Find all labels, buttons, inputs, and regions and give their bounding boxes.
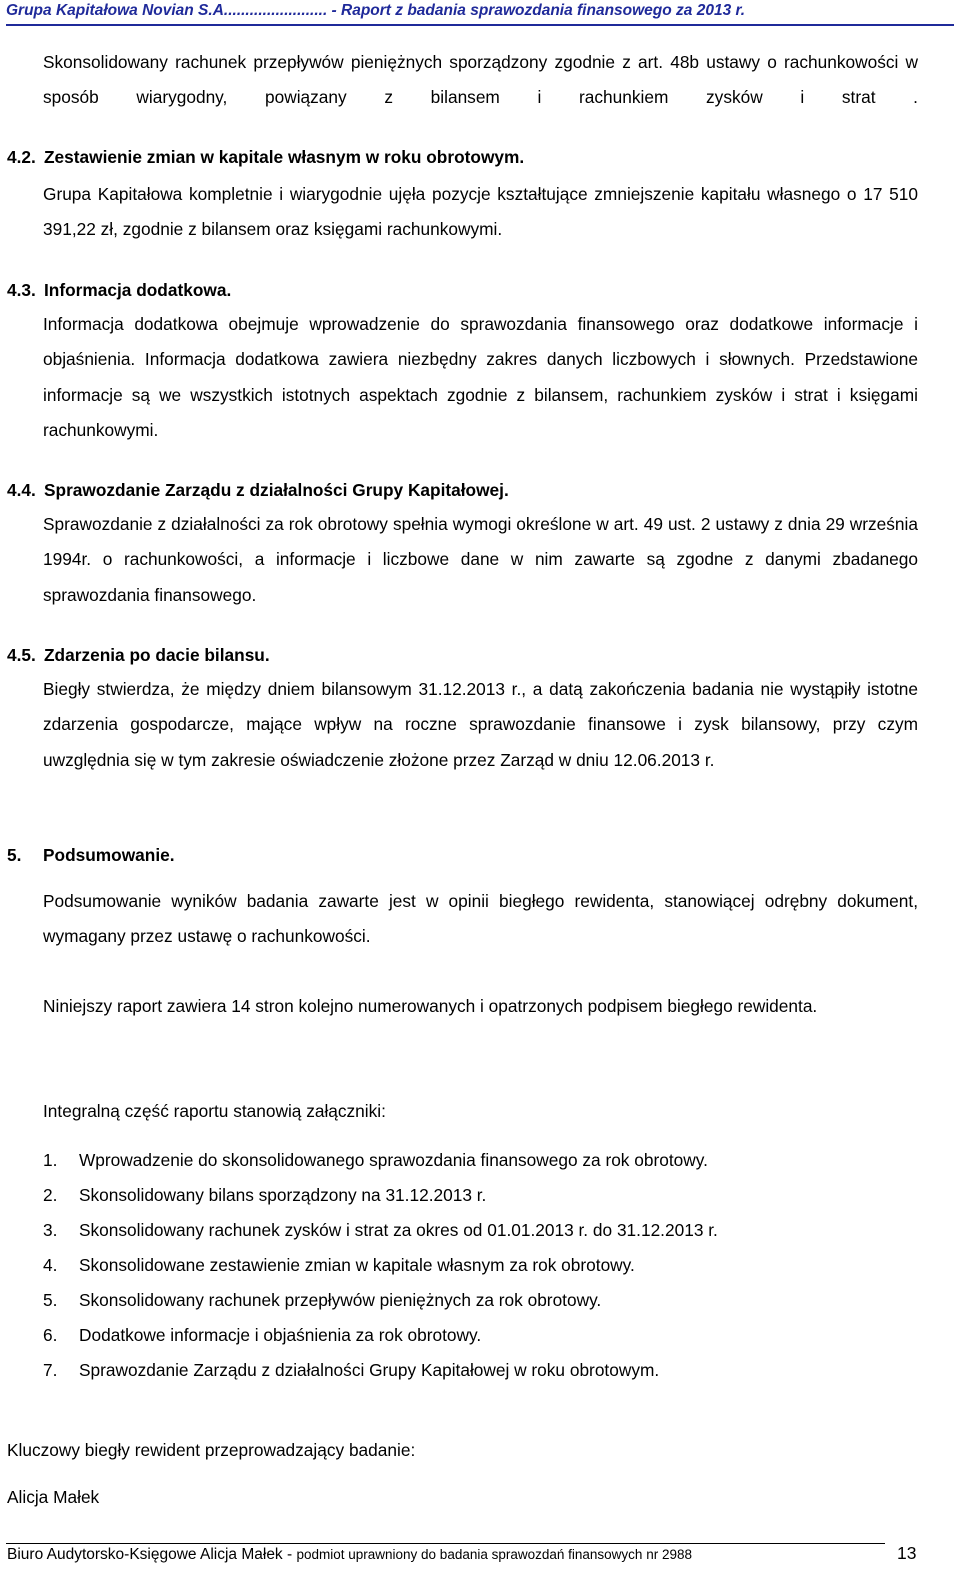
page-number: 13 [897,1543,917,1563]
list-item-number: 2. [43,1185,58,1205]
section-4-5-paragraph: Biegły stwierdza, że między dniem bilansowym 31.12.2013 r., a datą zakończenia badania nie wystąpiły istotne zdarzenia gospodarcze, mające wpływ na roczne sprawozdanie finansowe i zysk bilansowy, przy czym uwzględnia się w tym zakresie oświadczenie złożone przez Zarząd w dniu 12.06.2013 r. [43,679,918,770]
section-4-2-paragraph: Grupa Kapitałowa kompletnie i wiarygodnie ujęła pozycje kształtujące zmniejszenie kapitału własnego o 17 510 391,22 zł, zgodnie z bilansem oraz księgami rachunkowymi. [43,184,918,240]
list-item-text: Dodatkowe informacje i objaśnienia za rok obrotowy. [79,1325,482,1345]
list-item [43,1321,718,1356]
list-item-text: Skonsolidowany rachunek zysków i strat za okres od 01.01.2013 r. do 31.12.2013 r. [79,1220,718,1240]
list-item-text: Sprawozdanie Zarządu z działalności Grupy Kapitałowej w roku obrotowym. [79,1360,660,1380]
section-4-4-paragraph: Sprawozdanie z działalności za rok obrotowy spełnia wymogi określone w art. 49 ust. 2 ustawy z dnia 29 września 1994r. o rachunkowości, a informacje i liczbowe dane w nim zawarte są zgodne z danymi zbadanego sprawozdania finansowego. [43,514,918,605]
list-item [43,1356,718,1391]
list-item-text: Skonsolidowane zestawienie zmian w kapitale własnym za rok obrotowy. [79,1255,635,1275]
section-title: Podsumowanie. [43,845,175,865]
list-item [43,1286,718,1321]
report-pages-paragraph: Niniejszy raport zawiera 14 stron kolejno numerowanych i opatrzonych podpisem biegłego rewidenta. [43,996,818,1016]
section-title: Zdarzenia po dacie bilansu. [44,645,270,665]
auditor-label: Kluczowy biegły rewident przeprowadzający badanie: [7,1440,416,1460]
list-item-text: Wprowadzenie do skonsolidowanego sprawozdania finansowego za rok obrotowy. [79,1150,708,1170]
page-header [6,0,954,26]
list-item-number: 4. [43,1255,58,1275]
section-4-2-heading [7,145,524,169]
attachments-list [43,1146,718,1391]
section-number: 5. [7,845,22,865]
section-number: 4.4. [7,480,36,500]
list-item [43,1251,718,1286]
section-4-3-heading [7,278,231,302]
list-item-number: 6. [43,1325,58,1345]
list-item-text: Skonsolidowany bilans sporządzony na 31.12.2013 r. [79,1185,487,1205]
section-title: Informacja dodatkowa. [44,280,232,300]
list-item-number: 1. [43,1150,58,1170]
header-title: Grupa Kapitałowa Novian S.A........................ - Raport z badania sprawozdania finansowego za 2013 r. [6,2,745,19]
list-item [43,1146,718,1181]
footer-firm: Biuro Audytorsko-Księgowe Alicja Małek - [7,1546,297,1563]
footer-divider [6,1543,885,1544]
section-4-3-paragraph: Informacja dodatkowa obejmuje wprowadzenie do sprawozdania finansowego oraz dodatkowe informacje i objaśnienia. Informacja dodatkowa zawiera niezbędny zakres danych liczbowych i słownych. Przedstawione informacje są we wszystkich istotnych aspektach zgodnie z bilansem, rachunkiem zysków i strat i księgami rachunkowymi. [43,314,918,440]
list-item-number: 3. [43,1220,58,1240]
section-number: 4.5. [7,645,36,665]
list-item-text: Skonsolidowany rachunek przepływów pieniężnych za rok obrotowy. [79,1290,602,1310]
section-title: Sprawozdanie Zarządu z działalności Grupy Kapitałowej. [44,480,509,500]
section-number: 4.2. [7,147,36,167]
footer-note: podmiot uprawniony do badania sprawozdań finansowych nr 2988 [296,1547,692,1562]
auditor-name: Alicja Małek [7,1487,100,1507]
section-number: 4.3. [7,280,36,300]
list-item [43,1216,718,1251]
section-4-4-heading [7,478,509,502]
intro-paragraph: Skonsolidowany rachunek przepływów pieniężnych sporządzony zgodnie z art. 48b ustawy o rachunkowości w sposób wiarygodny, powiązany z bilansem i rachunkiem zysków i strat . [43,52,918,108]
list-item-number: 7. [43,1360,58,1380]
attachments-intro: Integralną część raportu stanowią załączniki: [43,1101,386,1121]
section-title: Zestawienie zmian w kapitale własnym w roku obrotowym. [44,147,525,167]
section-5-heading [7,843,175,867]
list-item [43,1181,718,1216]
summary-paragraph: Podsumowanie wyników badania zawarte jest w opinii biegłego rewidenta, stanowiącej odrębny dokument, wymagany przez ustawę o rachunkowości. [43,891,918,947]
list-item-number: 5. [43,1290,58,1310]
section-4-5-heading [7,643,270,667]
page-footer [7,1546,692,1564]
